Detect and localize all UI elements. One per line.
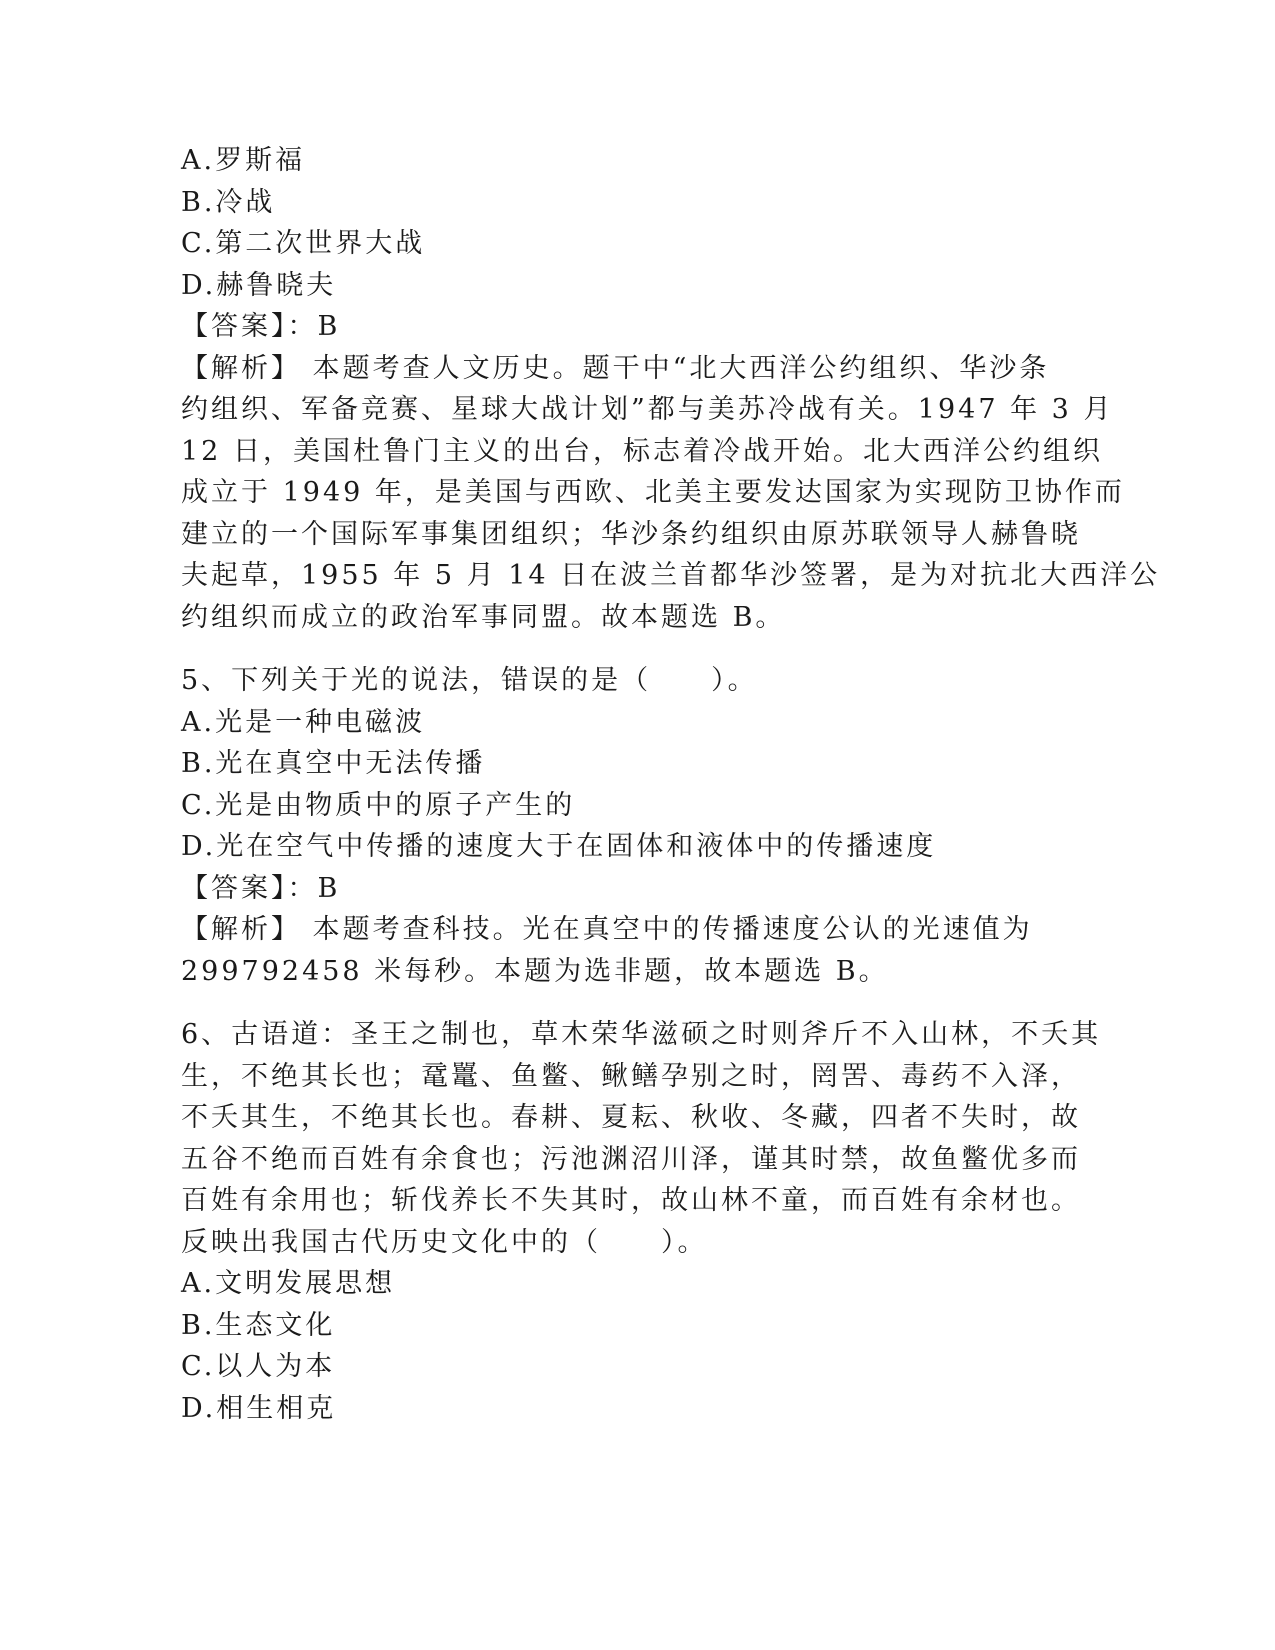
q4-analysis-line-2: 约组织、军备竞赛、星球大战计划”都与美苏冷战有关。1947 年 3 月 bbox=[181, 394, 1114, 425]
q4-analysis-line-3: 12 日，美国杜鲁门主义的出台，标志着冷战开始。北大西洋公约组织 bbox=[181, 435, 1103, 467]
q4-option-d: D.赫鲁晓夫 bbox=[181, 269, 337, 301]
q4-answer: 【答案】：B bbox=[181, 311, 341, 342]
q4-option-c: C.第二次世界大战 bbox=[181, 228, 426, 259]
q4-option-a: A.罗斯福 bbox=[181, 145, 306, 176]
q5-question: 5、下列关于光的说法，错误的是（ ）。 bbox=[181, 665, 758, 696]
q5-answer: 【答案】：B bbox=[181, 872, 341, 904]
q4-analysis-line-1: 【解析】 本题考查人文历史。题干中“北大西洋公约组织、华沙条 bbox=[181, 352, 1050, 384]
spacer bbox=[181, 992, 1081, 1014]
q6-question-line-3: 不夭其生，不绝其长也。春耕、夏耘、秋收、冬藏，四者不失时，故 bbox=[181, 1102, 1081, 1133]
q6-question-line-6: 反映出我国古代历史文化中的（ ）。 bbox=[181, 1226, 708, 1258]
question-4-block bbox=[181, 140, 1161, 638]
q4-option-b: B.冷战 bbox=[181, 186, 276, 218]
q4-analysis-line-4: 成立于 1949 年，是美国与西欧、北美主要发达国家为实现防卫协作而 bbox=[181, 477, 1125, 508]
q4-analysis-line-7: 约组织而成立的政治军事同盟。故本题选 B。 bbox=[181, 601, 786, 633]
q5-analysis-line-1: 【解析】 本题考查科技。光在真空中的传播速度公认的光速值为 bbox=[181, 914, 1033, 945]
q6-option-b: B.生态文化 bbox=[181, 1309, 336, 1341]
q6-question-line-1: 6、古语道：圣王之制也，草木荣华滋硕之时则斧斤不入山林，不夭其 bbox=[181, 1019, 1102, 1050]
q5-option-b: B.光在真空中无法传播 bbox=[181, 748, 486, 779]
q6-question-line-2: 生，不绝其长也；鼋鼍、鱼鳖、鳅鳝孕别之时，罔罟、毒药不入泽， bbox=[181, 1060, 1081, 1092]
q6-option-c: C.以人为本 bbox=[181, 1351, 336, 1382]
q6-question-line-4: 五谷不绝而百姓有余食也；污池渊沼川泽，谨其时禁，故鱼鳖优多而 bbox=[181, 1143, 1081, 1175]
spacer bbox=[181, 638, 1081, 660]
q5-option-a: A.光是一种电磁波 bbox=[181, 706, 426, 738]
q5-option-c: C.光是由物质中的原子产生的 bbox=[181, 789, 576, 821]
q4-analysis-line-5: 建立的一个国际军事集团组织；华沙条约组织由原苏联领导人赫鲁晓 bbox=[181, 518, 1081, 550]
q6-question-line-5: 百姓有余用也；斩伐养长不失其时，故山林不童，而百姓有余材也。 bbox=[181, 1185, 1081, 1216]
q6-option-d: D.相生相克 bbox=[181, 1392, 337, 1424]
q6-option-a: A.文明发展思想 bbox=[181, 1268, 396, 1299]
document-page bbox=[181, 140, 1161, 1429]
q5-option-d: D.光在空气中传播的速度大于在固体和液体中的传播速度 bbox=[181, 831, 937, 862]
question-5-block bbox=[181, 660, 1081, 992]
q5-analysis-line-2: 299792458 米每秒。本题为选非题，故本题选 B。 bbox=[181, 955, 889, 987]
question-6-block bbox=[181, 1014, 1102, 1429]
q4-analysis-line-6: 夫起草，1955 年 5 月 14 日在波兰首都华沙签署，是为对抗北大西洋公 bbox=[181, 560, 1161, 591]
